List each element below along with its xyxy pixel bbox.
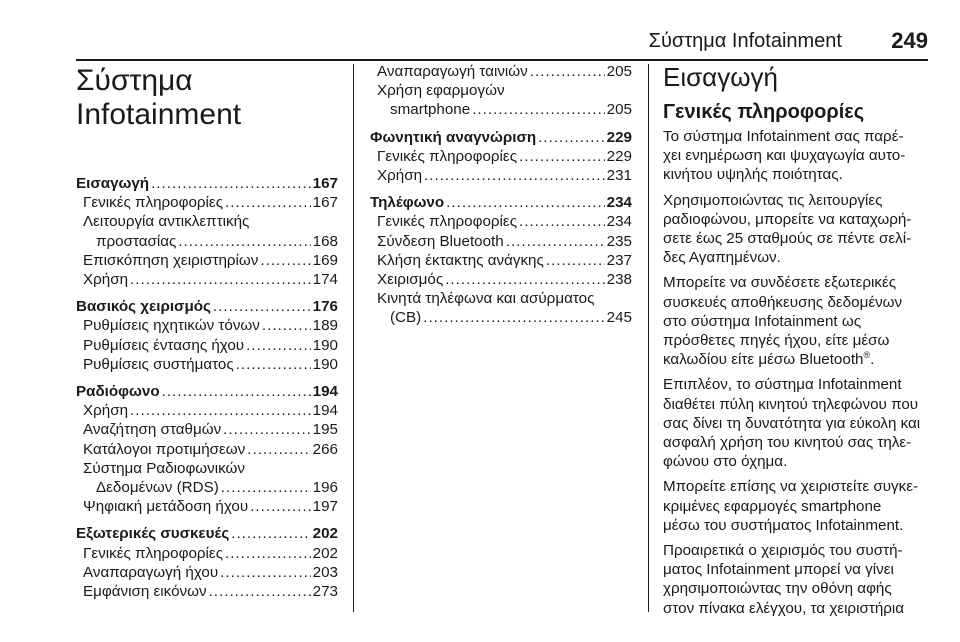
paragraph: Προαιρετικά ο χειρισμός του συστή- ματος Infotainment μπορεί να γίνει χρησιμοποιώντας την οθόνη αφής στον πίνακα ελέγχου, τα χειριστήρια: [663, 542, 905, 617]
toc-section-intro: [76, 174, 338, 289]
running-title: Σύστημα Infotainment: [648, 30, 842, 52]
toc-entry[interactable]: Αναπαραγωγή ταινιών ..... 205: [370, 62, 632, 81]
toc-entry[interactable]: Κλήση έκτακτης ανάγκης ..... 237: [370, 251, 632, 270]
toc-section-radio: [76, 382, 338, 516]
toc-entry[interactable]: Χρήση ..... 194: [76, 401, 338, 420]
paragraph: Χρησιμοποιώντας τις λειτουργίες ραδιοφώνου, μπορείτε να καταχωρή- σετε έως 25 σταθμούς σε πέντε σελί- δες Αγαπημένων.: [663, 191, 912, 267]
toc-section-phone: [370, 193, 632, 327]
toc-entry[interactable]: Αναπαραγωγή ήχου ..... 203: [76, 563, 338, 582]
registered-mark: ®: [863, 350, 871, 361]
column-divider: [353, 64, 354, 612]
toc-entry[interactable]: Εξωτερικές συσκευές ..... 202: [76, 524, 338, 543]
toc-entry[interactable]: προστασίας ..... 168: [76, 232, 338, 251]
chapter-title: Σύστημα Infotainment: [76, 64, 242, 131]
toc-entry-line[interactable]: Λειτουργία αντικλεπτικής: [83, 213, 250, 231]
toc-entry[interactable]: Φωνητική αναγνώριση ..... 229: [370, 128, 632, 147]
column-divider: [648, 64, 649, 612]
toc-entry[interactable]: Ψηφιακή μετάδοση ήχου ..... 197: [76, 497, 338, 516]
section-title: Εισαγωγή: [663, 62, 778, 92]
toc-entry[interactable]: Γενικές πληροφορίες ..... 202: [76, 544, 338, 563]
subsection-title: Γενικές πληροφορίες: [663, 101, 865, 123]
toc-entry-line[interactable]: Χρήση εφαρμογών: [377, 82, 505, 100]
toc-entry[interactable]: Ρυθμίσεις συστήματος ..... 190: [76, 355, 338, 374]
toc-entry[interactable]: Αναζήτηση σταθμών ..... 195: [76, 420, 338, 439]
toc-entry[interactable]: Εμφάνιση εικόνων ..... 273: [76, 582, 338, 601]
intro-column: [663, 62, 928, 624]
toc-entry[interactable]: Χρήση ..... 231: [370, 166, 632, 185]
toc-entry[interactable]: (CB) ..... 245: [370, 308, 632, 327]
toc-section-voice: [370, 128, 632, 186]
toc-entry[interactable]: Εισαγωγή ..... 167: [76, 174, 338, 193]
toc-entry[interactable]: Γενικές πληροφορίες ..... 167: [76, 193, 338, 212]
toc-entry[interactable]: Σύνδεση Bluetooth ..... 235: [370, 232, 632, 251]
paragraph: Επιπλέον, το σύστημα Infotainment διαθέτει πύλη κινητού τηλεφώνου που σας δίνει τη δυνατότητα για εύκολη και ασφαλή χρήση του κινητού σας τηλε- φώνου στο όχημα.: [663, 376, 921, 471]
toc-entry-line[interactable]: Κινητά τηλέφωνα και ασύρματος: [377, 290, 595, 308]
toc-section-basic: [76, 297, 338, 374]
toc-entry[interactable]: Δεδομένων (RDS) ..... 196: [76, 478, 338, 497]
toc-entry[interactable]: Ραδιόφωνο ..... 194: [76, 382, 338, 401]
toc-entry[interactable]: smartphone ..... 205: [370, 100, 632, 119]
paragraph: Μπορείτε επίσης να χειριστείτε συγκε- κριμένες εφαρμογές smartphone μέσω του συστήματος Infotainment.: [663, 478, 919, 534]
toc-entry[interactable]: Ρυθμίσεις έντασης ήχου ..... 190: [76, 336, 338, 355]
toc-entry[interactable]: Χρήση ..... 174: [76, 270, 338, 289]
toc-entry[interactable]: Βασικός χειρισμός ..... 176: [76, 297, 338, 316]
toc-entry[interactable]: Κατάλογοι προτιμήσεων ..... 266: [76, 440, 338, 459]
toc-entry[interactable]: Ρυθμίσεις ηχητικών τόνων ..... 189: [76, 316, 338, 335]
toc-entry[interactable]: Τηλέφωνο ..... 234: [370, 193, 632, 212]
paragraph: Το σύστημα Infotainment σας παρέ- χει ενημέρωση και ψυχαγωγία αυτο- κινήτου υψηλής ποιότητας.: [663, 128, 906, 184]
toc-column-1: [76, 64, 338, 609]
toc-section-external: [76, 524, 338, 601]
toc-entry[interactable]: Χειρισμός ..... 238: [370, 270, 632, 289]
toc-section-external-cont: [370, 62, 632, 120]
toc-entry[interactable]: Γενικές πληροφορίες ..... 234: [370, 212, 632, 231]
paragraph: Μπορείτε να συνδέσετε εξωτερικές συσκευές αποθήκευσης δεδομένων στο σύστημα Infotainment ως πρόσθετες πηγές ήχου, είτε μέσω καλωδίου είτε μέσω Bluetooth®.: [663, 274, 903, 369]
toc-entry-line[interactable]: Σύστημα Ραδιοφωνικών: [83, 459, 245, 477]
toc-entry[interactable]: Επισκόπηση χειριστηρίων ..... 169: [76, 251, 338, 270]
header-rule: [76, 59, 928, 61]
toc-column-2: [370, 62, 632, 336]
page-number: 249: [891, 28, 928, 53]
toc-entry[interactable]: Γενικές πληροφορίες ..... 229: [370, 147, 632, 166]
page-header: [76, 26, 928, 64]
